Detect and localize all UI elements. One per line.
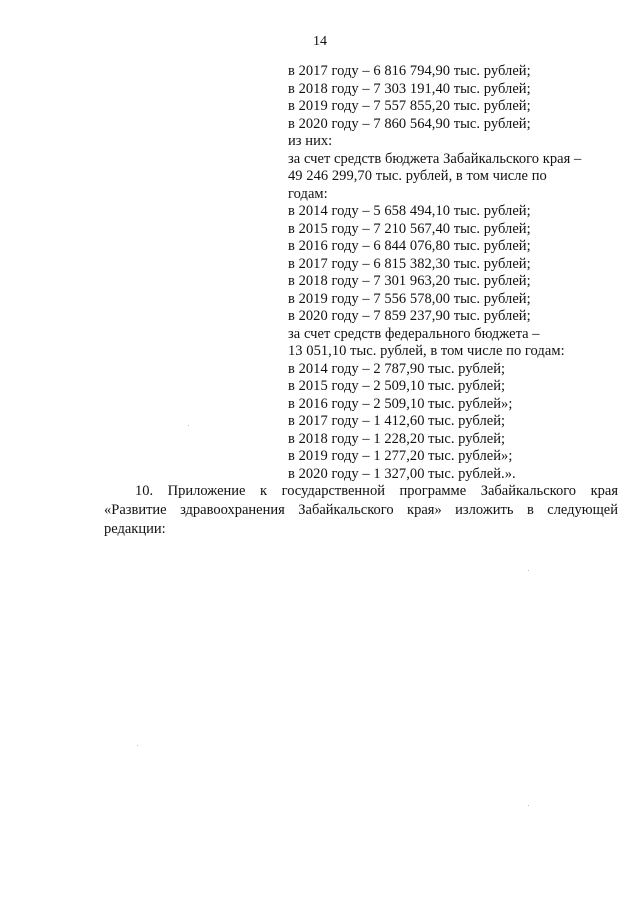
list-line: в 2020 году – 1 327,00 тыс. рублей.». <box>288 465 516 482</box>
paragraph-line: редакции: <box>104 521 166 537</box>
list-line: в 2015 году – 7 210 567,40 тыс. рублей; <box>288 220 531 237</box>
list-line: из них: <box>288 133 333 149</box>
list-line: в 2020 году – 7 859 237,90 тыс. рублей; <box>288 308 531 324</box>
list-line: в 2017 году – 1 412,60 тыс. рублей; <box>288 413 506 429</box>
scan-speck <box>188 425 189 426</box>
scan-speck <box>528 570 529 571</box>
list-line: в 2018 году – 1 228,20 тыс. рублей; <box>288 430 506 447</box>
list-line: в 2015 году – 2 509,10 тыс. рублей; <box>288 378 506 394</box>
list-line: в 2018 году – 7 303 191,40 тыс. рублей; <box>288 80 531 97</box>
list-line: в 2016 году – 6 844 076,80 тыс. рублей; <box>288 238 531 254</box>
list-line: в 2017 году – 6 816 794,90 тыс. рублей; <box>288 63 531 79</box>
list-line: в 2019 году – 7 556 578,00 тыс. рублей; <box>288 290 531 307</box>
scan-speck <box>137 745 138 746</box>
list-line: годам: <box>288 185 328 202</box>
list-line: в 2018 году – 7 301 963,20 тыс. рублей; <box>288 273 531 289</box>
page-number: 14 <box>313 34 327 49</box>
list-line: за счет средств бюджета Забайкальского края – <box>288 150 582 167</box>
list-line: в 2017 году – 6 815 382,30 тыс. рублей; <box>288 255 531 272</box>
paragraph-line: «Развитие здравоохранения Забайкальского края» изложить в следующей <box>104 502 618 518</box>
paragraph-line: 10. Приложение к государственной программе Забайкальского края <box>135 483 618 499</box>
list-line: за счет средств федерального бюджета – <box>288 325 540 342</box>
list-line: в 2016 году – 2 509,10 тыс. рублей»; <box>288 395 513 412</box>
funding-list <box>288 63 618 483</box>
list-line: в 2014 году – 2 787,90 тыс. рублей; <box>288 360 506 377</box>
list-line: 49 246 299,70 тыс. рублей, в том числе по <box>288 168 547 184</box>
list-line: в 2020 году – 7 860 564,90 тыс. рублей; <box>288 115 531 132</box>
list-line: в 2019 году – 1 277,20 тыс. рублей»; <box>288 448 513 464</box>
scan-speck <box>528 805 529 806</box>
list-line: 13 051,10 тыс. рублей, в том числе по годам: <box>288 343 565 359</box>
list-line: в 2019 году – 7 557 855,20 тыс. рублей; <box>288 98 531 114</box>
list-line: в 2014 году – 5 658 494,10 тыс. рублей; <box>288 203 531 219</box>
